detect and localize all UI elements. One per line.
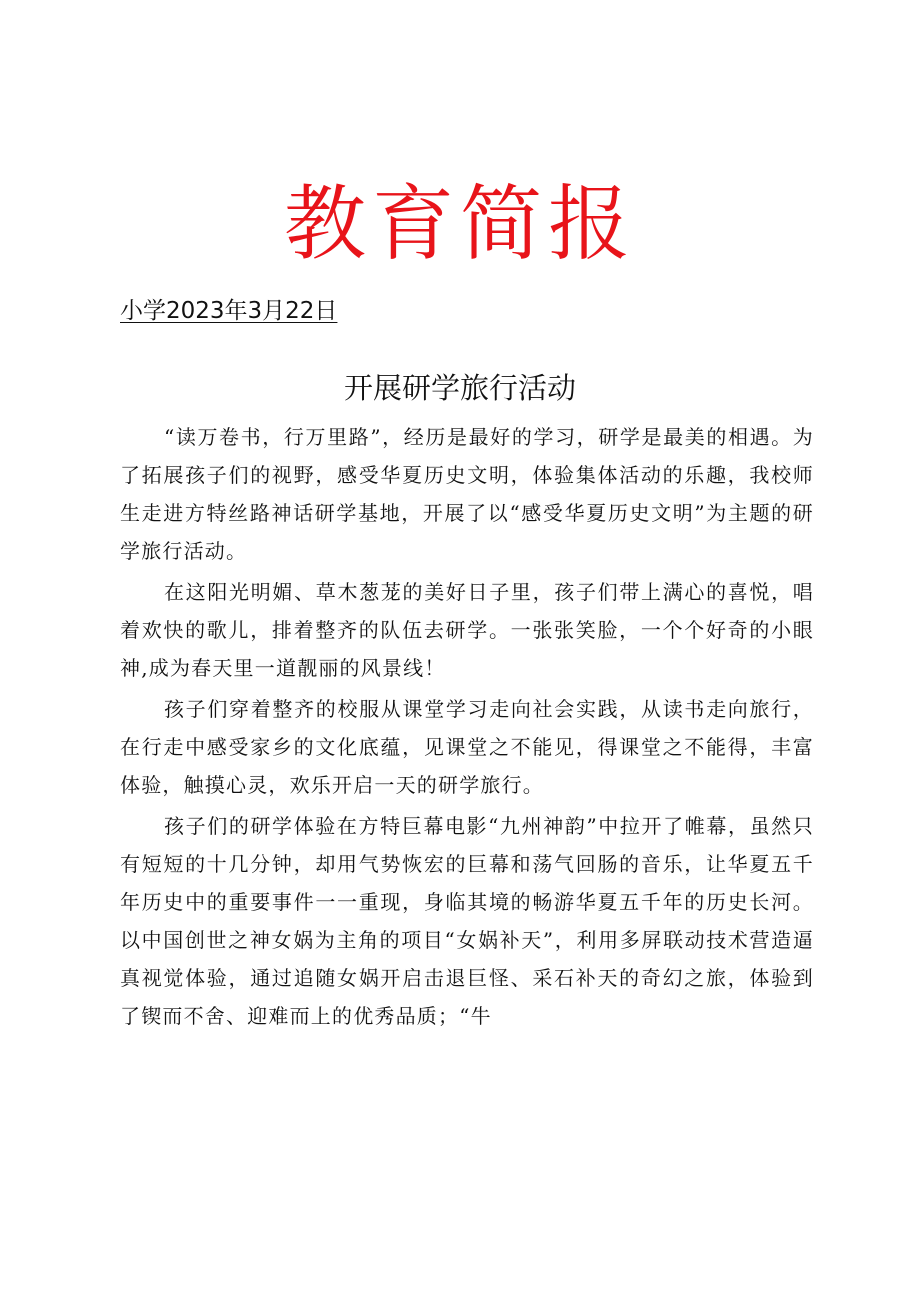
article-paragraph: 孩子们穿着整齐的校服从课堂学习走向社会实践，从读书走向旅行，在行走中感受家乡的文化底蕴，见课堂之不能见，得课堂之不能得，丰富体验，触摸心灵，欢乐开启一天的研学旅行。 xyxy=(120,697,814,797)
dateline: 小学2023年3月22日 xyxy=(120,298,338,324)
article-paragraph: 孩子们的研学体验在方特巨幕电影“九州神韵”中拉开了帷幕，虽然只有短短的十几分钟，却用气势恢宏的巨幕和荡气回肠的音乐，让华夏五千年历史中的重要事件一一重现，身临其境的畅游华夏五千年的历史长河。以中国创世之神女娲为主角的项目“女娲补天”，利用多屏联动技术营造逼真视觉体验，通过追随女娲开启击退巨怪、采石补天的奇幻之旅，体验到了锲而不舍、迎难而上的优秀品质；“牛 xyxy=(120,814,814,1028)
article-paragraph: 在这阳光明媚、草木葱茏的美好日子里，孩子们带上满心的喜悦，唱着欢快的歌儿，排着整齐的队伍去研学。一张张笑脸，一个个好奇的小眼神,成为春天里一道靓丽的风景线！ xyxy=(120,580,814,680)
newsletter-masthead: 教育简报 xyxy=(283,177,636,272)
article-headline: 开展研学旅行活动 xyxy=(343,371,576,405)
article-paragraph: “读万卷书，行万里路”，经历是最好的学习，研学是最美的相遇。为了拓展孩子们的视野，感受华夏历史文明，体验集体活动的乐趣，我校师生走进方特丝路神话研学基地，开展了以“感受华夏历史文明”为主题的研学旅行活动。 xyxy=(120,425,814,563)
article-body xyxy=(120,418,814,1038)
